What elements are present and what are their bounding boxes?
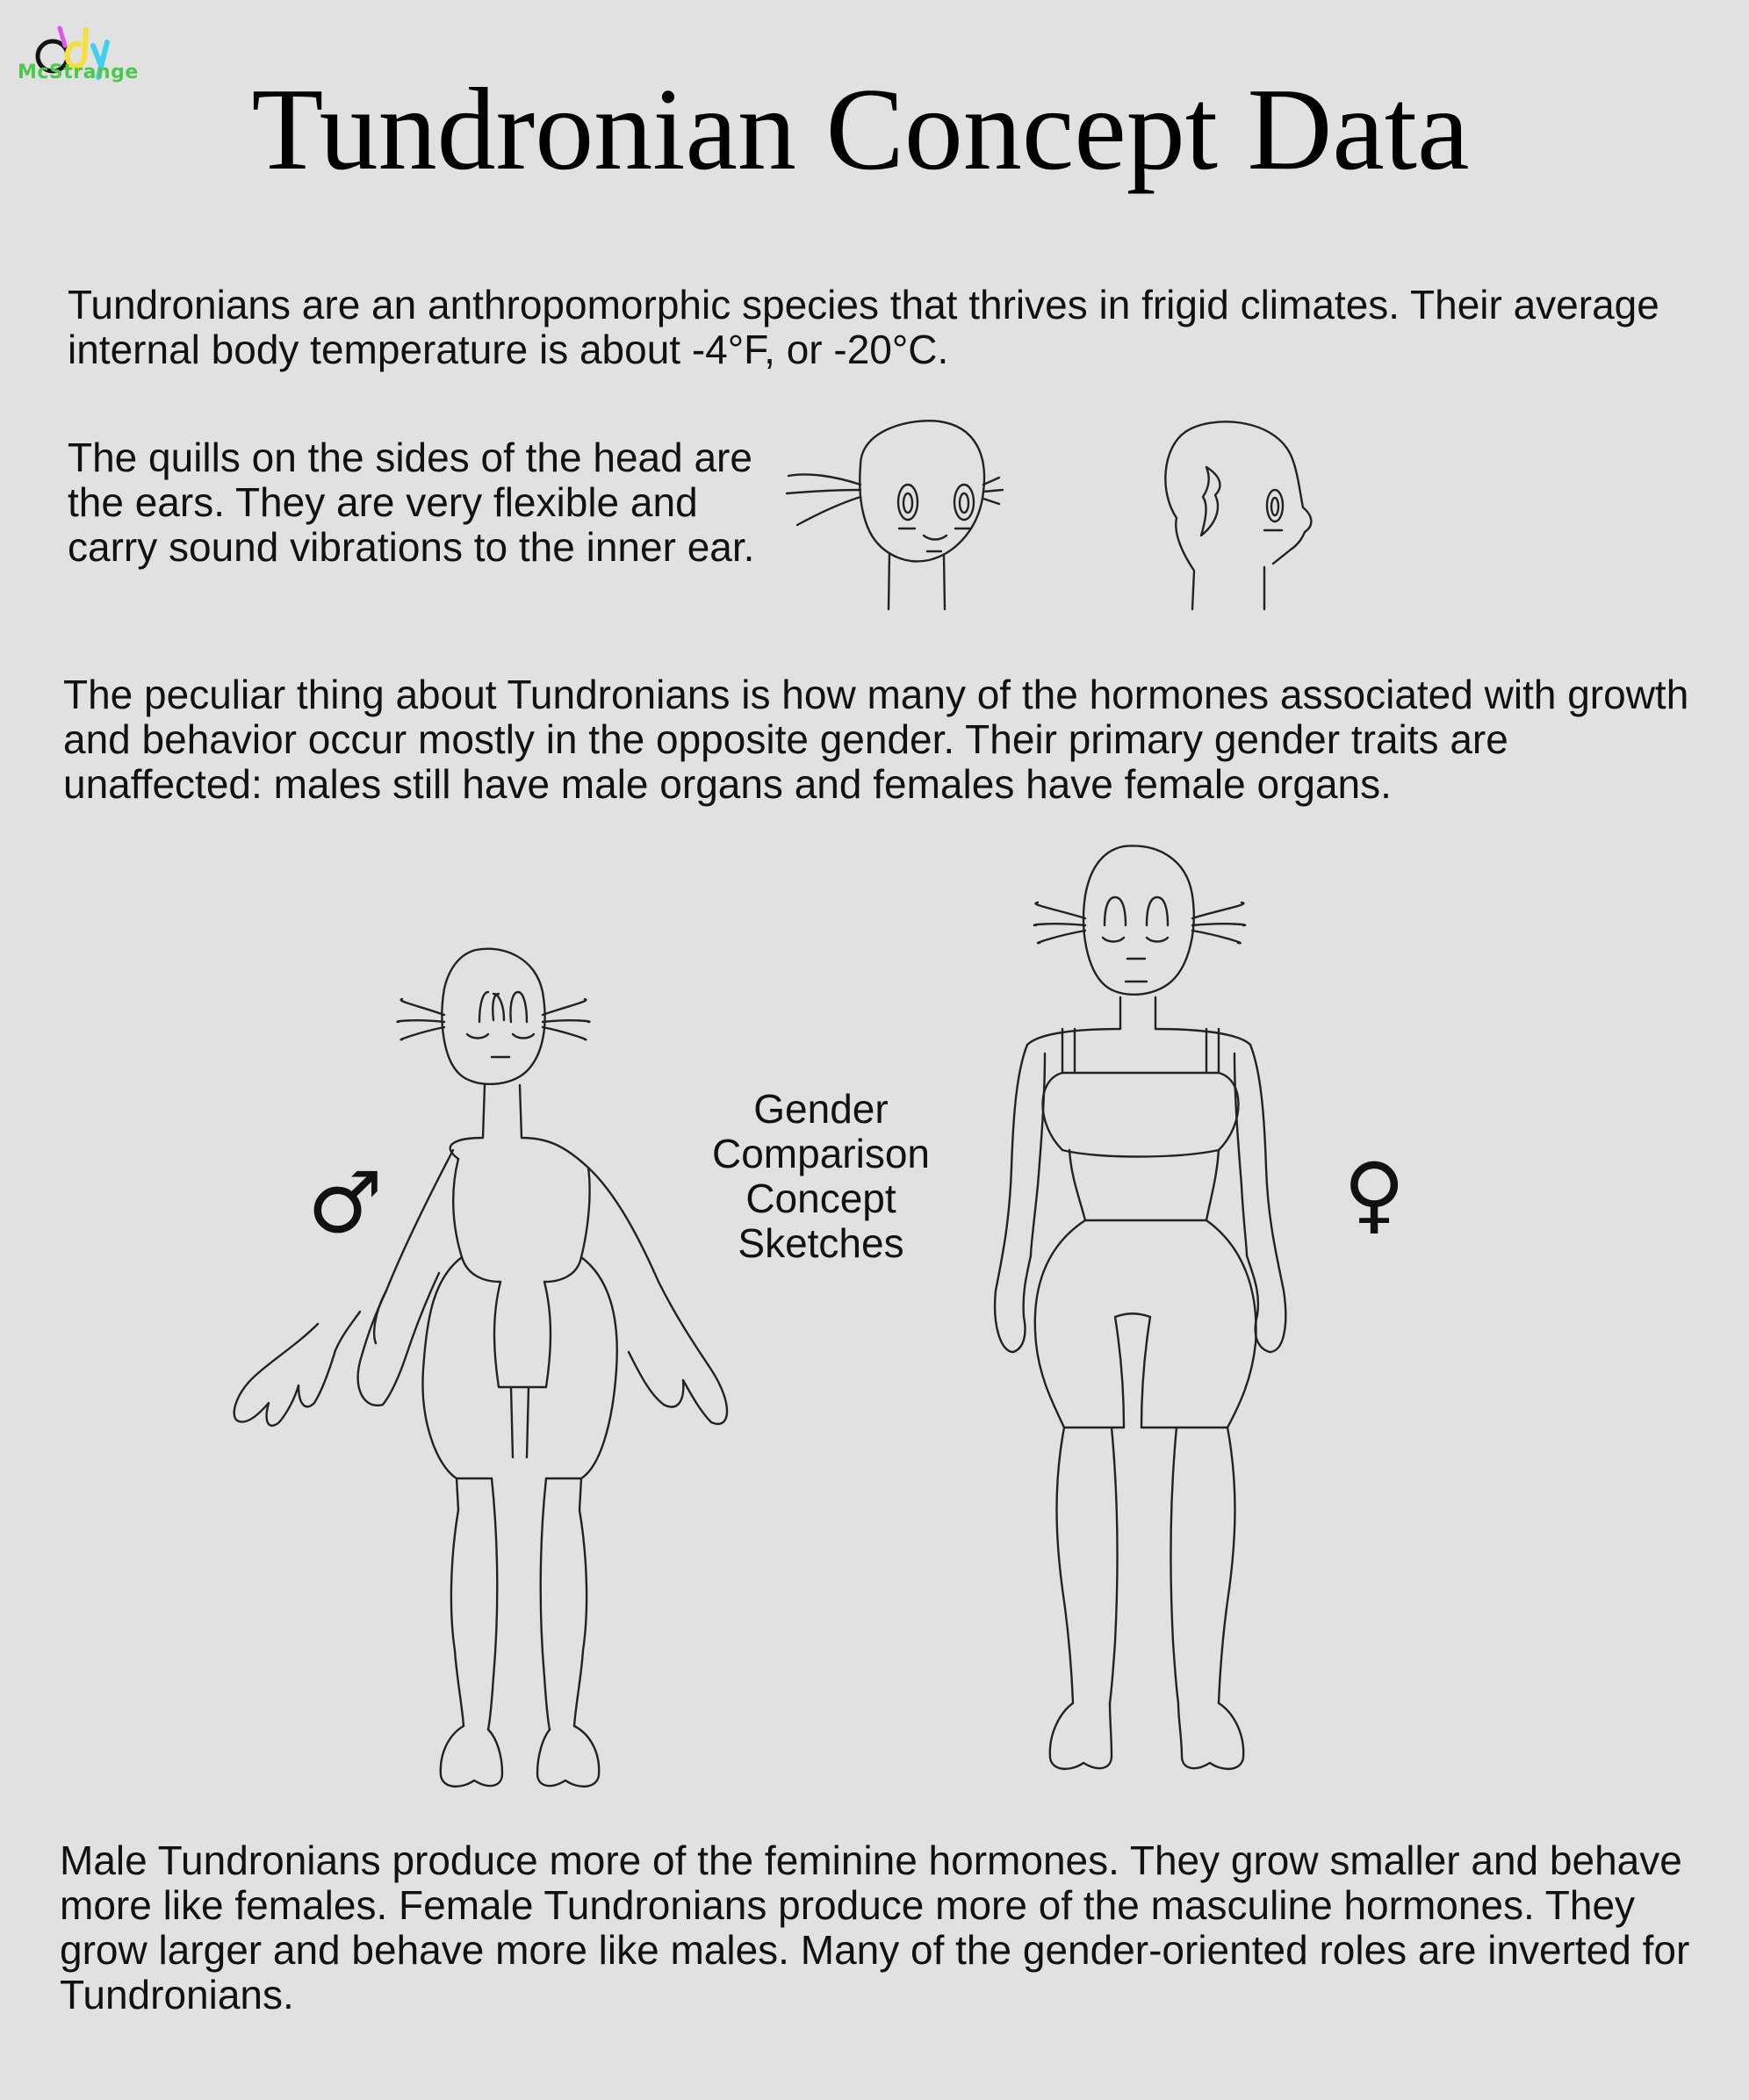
- head-sketches: [773, 413, 1343, 623]
- female-symbol-icon: ♀: [1343, 1145, 1406, 1243]
- caption-line: Sketches: [738, 1220, 904, 1266]
- ears-paragraph: The quills on the sides of the head are the ears. They are very flexible and carry sound vibrations to the inner ear.: [68, 435, 755, 570]
- male-figure-sketch: [220, 931, 817, 1800]
- head-front-sketch: [787, 421, 1003, 609]
- caption-line: Comparison: [712, 1131, 930, 1176]
- intro-paragraph: Tundronians are an anthropomorphic species that thrives in frigid climates. Their average internal body temperature is about -4°F, or -20°C.: [68, 282, 1659, 372]
- female-figure-sketch: [939, 834, 1361, 1800]
- roles-paragraph: Male Tundronians produce more of the feminine hormones. They grow smaller and behave more like females. Female Tundronians produce more of the masculine hormones. They grow larger and behave more like males. Many of the gender-oriented roles are inverted for Tundronians.: [60, 1838, 1690, 2017]
- head-side-sketch: [1165, 421, 1311, 609]
- sketch-caption: [694, 1087, 948, 1266]
- caption-line: Concept: [745, 1176, 896, 1221]
- male-symbol-icon: ♂: [307, 1154, 384, 1252]
- caption-line: Gender: [753, 1086, 889, 1132]
- page-title: Tundronian Concept Data: [251, 64, 1470, 194]
- hormones-paragraph: The peculiar thing about Tundronians is how many of the hormones associated with growth and behavior occur mostly in the opposite gender. Their primary gender traits are unaffected: males still have male organs and females have female organs.: [63, 672, 1689, 807]
- logo-text: McStrange: [18, 61, 139, 83]
